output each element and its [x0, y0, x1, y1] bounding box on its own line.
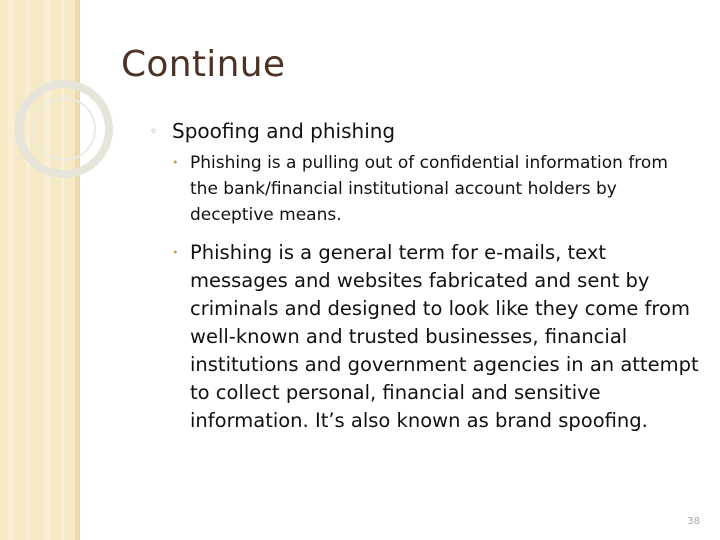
side-band-stripe	[8, 0, 14, 540]
bullet-dot-icon: •	[172, 246, 179, 259]
bullet-text: Spoofing and phishing	[172, 119, 396, 143]
side-band-divider	[79, 0, 80, 540]
slide-title: Continue	[121, 44, 286, 85]
bullet-dot-icon: •	[172, 156, 179, 169]
bullet-spoofing-and-phishing	[150, 116, 710, 146]
side-band-stripe	[26, 0, 30, 540]
sub-bullet-text: Phishing is a general term for e-mails, text messages and websites fabricated and sent by criminals and designed to look like they come from well-known and trusted businesses, financial institutions and government agencies in an attempt to collect personal, financial and sensitive information. It’s also known as brand spoofing.	[190, 241, 699, 432]
slide-number: 38	[687, 516, 700, 527]
decorative-ring-small	[32, 97, 96, 161]
slide-body	[150, 116, 710, 435]
sub-bullet-text: Phishing is a pulling out of confidential information from the bank/financial institutional account holders by deceptive means.	[190, 153, 668, 225]
hollow-bullet-icon: ◦	[150, 124, 158, 138]
sub-bullet-phishing-definition	[150, 150, 690, 228]
sub-bullet-phishing-general-term	[150, 239, 710, 435]
